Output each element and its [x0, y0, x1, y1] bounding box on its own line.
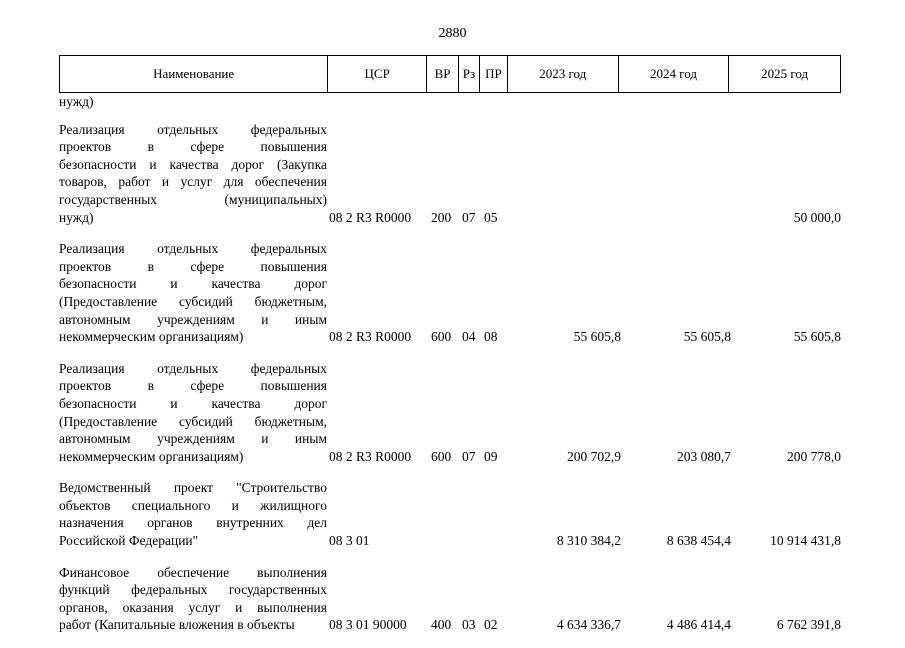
vr-cell: 200: [431, 209, 452, 225]
row-name-line: некоммерческим организациям): [59, 448, 244, 464]
vr-cell: 400: [431, 617, 452, 633]
row-name-line: Финансовое обеспечение выполнения: [59, 564, 327, 580]
value-2023-cell: 8 310 384,2: [556, 533, 621, 549]
row-name: [59, 479, 327, 549]
row-cells: [327, 209, 841, 227]
pr-cell: 02: [484, 617, 498, 633]
row-name-line: функций федеральных государственных: [59, 582, 327, 598]
row-name-line: безопасности и качества дорог: [59, 276, 327, 292]
row-name-line: проектов в сфере повышения: [59, 258, 327, 274]
value-2024-cell: 203 080,7: [677, 448, 731, 464]
vr-cell: [431, 532, 462, 550]
pr-cell: 08: [484, 329, 498, 345]
value-2023-cell: 200 702,9: [567, 448, 621, 464]
row-name-line: назначения органов внутренних дел: [59, 515, 327, 531]
value-2025-cell: 50 000,0: [793, 209, 841, 225]
table-row: [59, 564, 849, 634]
rz-cell: [462, 532, 484, 550]
row-name: [59, 93, 327, 111]
row-name-line: автономным учреждениям и иным: [59, 431, 327, 447]
csr-cell: 08 2 R3 R0000: [329, 329, 412, 345]
pr-cell: 05: [484, 209, 498, 225]
value-2023-cell: 55 605,8: [573, 329, 621, 345]
value-2025-cell: 200 778,0: [787, 448, 841, 464]
value-2025-cell: 6 762 391,8: [776, 617, 841, 633]
csr-cell: 08 3 01: [329, 533, 370, 549]
rz-cell: 07: [462, 209, 476, 225]
value-2024-cell: 8 638 454,4: [666, 533, 731, 549]
header-pr: ПР: [480, 56, 508, 92]
row-name-line: нужд): [59, 94, 94, 109]
value-2025-cell: 55 605,8: [793, 329, 841, 345]
row-name-line: безопасности и качества дорог: [59, 395, 327, 411]
row-name: [59, 121, 327, 227]
row-name-line: объектов специального и жилищного: [59, 497, 327, 513]
table-row: [59, 240, 849, 346]
value-2024-cell: 55 605,8: [683, 329, 731, 345]
row-name-line: Ведомственный проект "Строительство: [59, 480, 327, 496]
header-2023: 2023 год: [508, 56, 619, 92]
table-row: [59, 479, 849, 549]
table-row: [59, 93, 849, 111]
header-rz: Рз: [459, 56, 480, 92]
csr-cell: 08 2 R3 R0000: [329, 209, 412, 225]
rz-cell: 04: [462, 329, 476, 345]
row-name: [59, 240, 327, 346]
row-cells: [327, 616, 841, 634]
vr-cell: 600: [431, 448, 452, 464]
pr-cell: 09: [484, 448, 498, 464]
row-name-line: государственных (муниципальных): [59, 191, 327, 207]
csr-cell: 08 2 R3 R0000: [329, 448, 412, 464]
row-name-line: (Предоставление субсидий бюджетным,: [59, 413, 327, 429]
row-name-line: Реализация отдельных федеральных: [59, 360, 327, 376]
row-cells: [327, 532, 841, 550]
row-name-line: Реализация отдельных федеральных: [59, 121, 327, 137]
pr-cell: [484, 532, 510, 550]
value-2025-cell: 10 914 431,8: [770, 533, 841, 549]
header-csr: ЦСР: [328, 56, 427, 92]
value-2023-cell: [510, 209, 621, 227]
page-number: 2880: [438, 26, 467, 41]
value-2023-cell: 4 634 336,7: [556, 617, 621, 633]
row-name-line: нужд): [59, 209, 94, 225]
row-name: [59, 360, 327, 466]
header-vr: ВР: [427, 56, 459, 92]
row-name: [59, 564, 327, 634]
row-name-line: органов, оказания услуг и выполнения: [59, 599, 327, 615]
rz-cell: 07: [462, 448, 476, 464]
row-name-line: безопасности и качества дорог (Закупка: [59, 156, 327, 172]
row-name-line: некоммерческим организациям): [59, 329, 244, 345]
header-2025: 2025 год: [761, 66, 809, 81]
value-2024-cell: 4 486 414,4: [666, 617, 731, 633]
row-name-line: Российской Федерации": [59, 533, 199, 549]
table-row: [59, 360, 849, 466]
table-header: [59, 55, 841, 93]
row-name-line: (Предоставление субсидий бюджетным,: [59, 293, 327, 309]
row-name-line: проектов в сфере повышения: [59, 139, 327, 155]
value-2024-cell: [621, 209, 731, 227]
row-name-line: работ (Капитальные вложения в объекты: [59, 617, 295, 633]
row-cells: [327, 328, 841, 346]
table-body: [59, 93, 849, 648]
vr-cell: 600: [431, 329, 452, 345]
table-row: [59, 121, 849, 227]
rz-cell: 03: [462, 617, 476, 633]
row-name-line: Реализация отдельных федеральных: [59, 241, 327, 257]
row-cells: [327, 448, 841, 466]
csr-cell: 08 3 01 90000: [329, 617, 407, 633]
row-name-line: товаров, работ и услуг для обеспечения: [59, 174, 327, 190]
row-name-line: проектов в сфере повышения: [59, 378, 327, 394]
header-name: Наименование: [60, 56, 328, 92]
header-2024: 2024 год: [619, 56, 730, 92]
row-name-line: автономным учреждениям и иным: [59, 311, 327, 327]
